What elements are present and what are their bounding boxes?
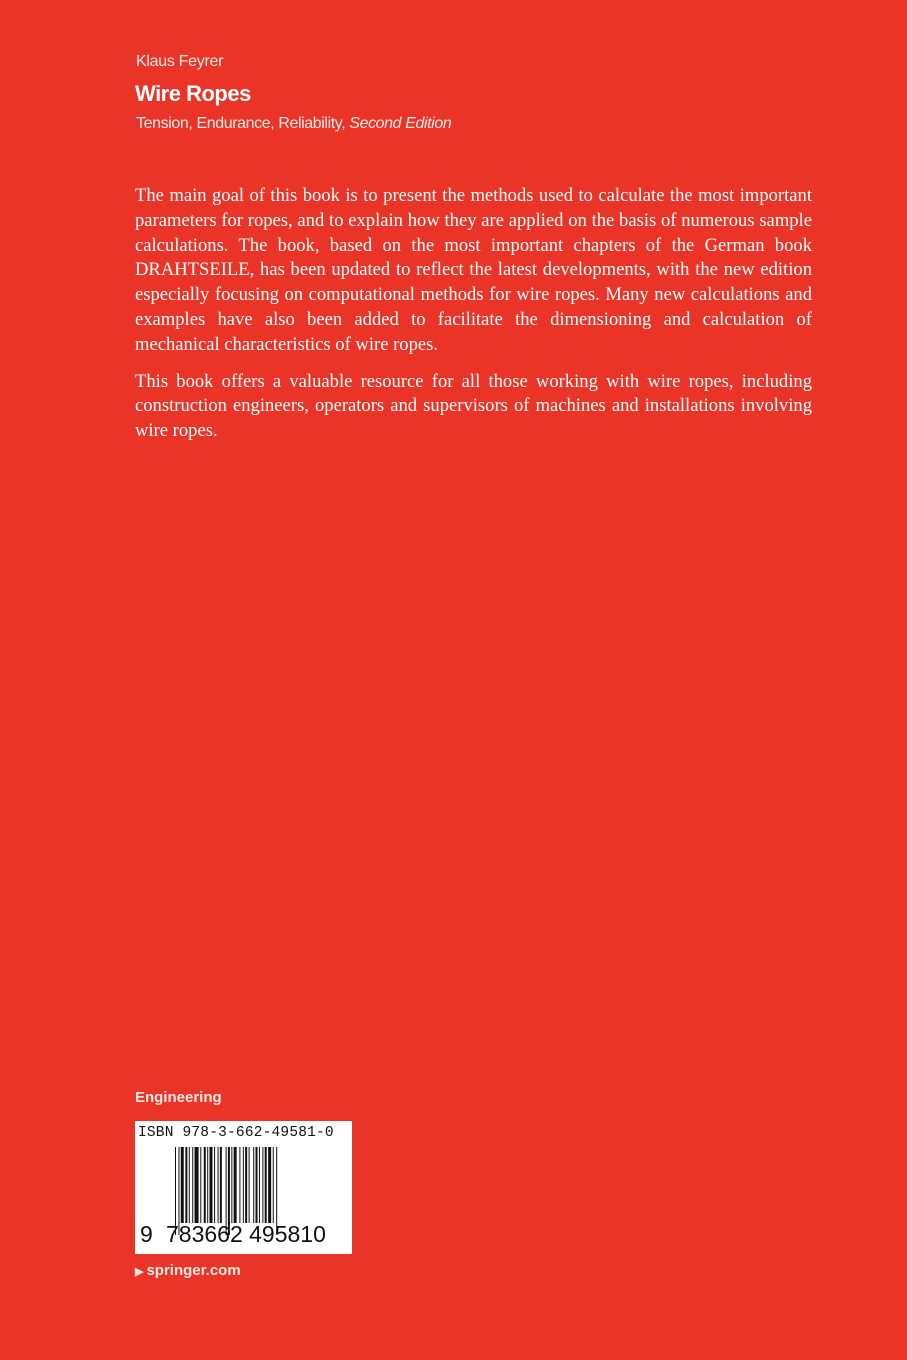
barcode-bar xyxy=(204,1147,206,1223)
barcode-bar xyxy=(259,1147,260,1223)
edition-text: Second Edition xyxy=(349,115,452,132)
barcode-bar xyxy=(253,1147,254,1223)
barcode-digits xyxy=(140,1221,326,1248)
barcode-bar xyxy=(200,1147,201,1223)
barcode-bar xyxy=(207,1147,208,1223)
book-subtitle xyxy=(136,115,451,133)
barcode-bar xyxy=(256,1147,258,1223)
barcode-bar xyxy=(181,1147,184,1223)
barcode-bar xyxy=(234,1147,237,1223)
barcode-bar xyxy=(249,1147,250,1223)
barcode-number: 783662 495810 xyxy=(166,1221,326,1247)
author-name: Klaus Feyrer xyxy=(136,53,224,70)
isbn-text: ISBN 978-3-662-49581-0 xyxy=(138,1125,334,1141)
isbn-barcode xyxy=(135,1121,352,1254)
barcode-bar xyxy=(195,1147,199,1223)
barcode-bar xyxy=(185,1147,187,1223)
barcode-bar xyxy=(220,1147,222,1223)
publisher-link-text: springer.com xyxy=(146,1262,241,1279)
barcode-bar xyxy=(243,1147,244,1223)
barcode-bar xyxy=(210,1147,213,1223)
description xyxy=(135,184,812,456)
barcode-bar xyxy=(231,1147,232,1223)
publisher-link[interactable] xyxy=(135,1262,241,1279)
subtitle-text: Tension, Endurance, Reliability, xyxy=(136,115,346,132)
barcode-bar xyxy=(192,1147,193,1223)
barcode-first-digit: 9 xyxy=(140,1221,153,1247)
barcode-bar xyxy=(273,1147,274,1223)
barcode-bar xyxy=(239,1147,240,1223)
category-label: Engineering xyxy=(135,1089,222,1106)
arrow-right-icon: ▶ xyxy=(135,1266,144,1278)
barcode-bar xyxy=(262,1147,263,1223)
barcode-bar xyxy=(218,1147,219,1223)
barcode-bar xyxy=(189,1147,190,1223)
book-title: Wire Ropes xyxy=(135,81,251,106)
barcode-bar xyxy=(265,1147,267,1223)
barcode-bar xyxy=(245,1147,247,1223)
barcode-bar xyxy=(214,1147,215,1223)
description-paragraph: The main goal of this book is to present the methods used to calculate the most important parameters for ropes, and to explain how they are applied on the basis of numerous sample calculations. The book, based on the most important chapters of the German book DRAHTSEILE, has been updated to reflect the latest developments, with the new edition especially focusing on computational methods for wire ropes. Many new calculations and examples have also been added to facilitate the dimensioning and calculation of mechanical characteristics of wire ropes. xyxy=(135,185,812,355)
barcode-bar xyxy=(268,1147,271,1223)
description-paragraph: This book offers a valuable resource for all those working with wire ropes, including construction engineers, operators and supervisors of machines and installations involving wire ropes. xyxy=(135,370,812,442)
